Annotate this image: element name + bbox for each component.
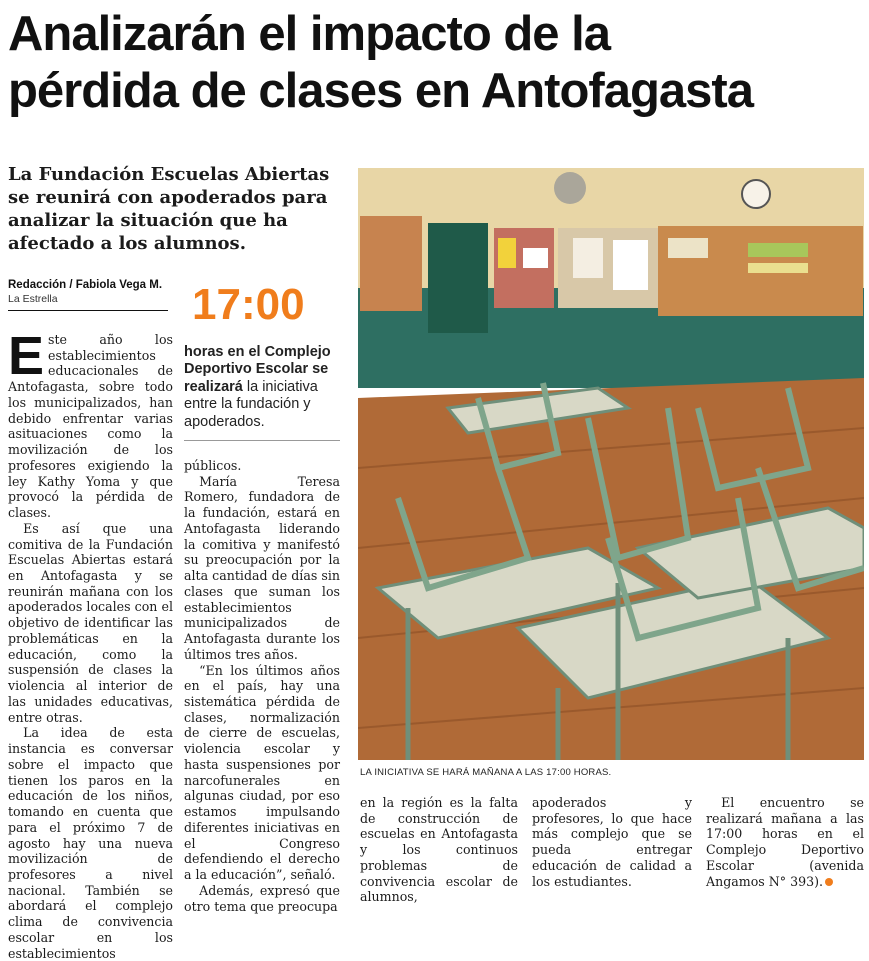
paragraph-text: ste año los establecimientos educacionales de Antofagasta, sobre todo los municipalizados, han debido enfrentar varias asituaciones como la movilización de los profesores exigiendo la ley Kathy Yoma y que provocó la pérdida de clases. bbox=[8, 332, 173, 521]
highlight-text-rest: la iniciativa entre la fundación y apoderados. bbox=[184, 378, 318, 430]
headline-line-2: pérdida de clases en Antofagasta bbox=[8, 63, 753, 118]
highlight-time: 17:00 bbox=[192, 280, 305, 329]
paragraph: Es así que una comitiva de la Fundación Escuelas Abiertas estará en Antofagasta y se reunirán mañana con los apoderados locales con el objetivo de identificar las problemáticas en la educación, como la suspensión de clases la violencia al interior de las unidades educativas, entre otras. bbox=[8, 520, 173, 725]
body-column-2 bbox=[184, 458, 340, 914]
paragraph: María Teresa Romero, fundadora de la fundación, estará en Antofagasta liderando la comitiva y manifestó su preocupación por la alta cantidad de días sin clases que suman los establecimientos municipalizados de Antofagasta durante los últimos tres años. bbox=[184, 473, 340, 662]
body-column-5 bbox=[706, 795, 864, 889]
dropcap: E bbox=[8, 326, 45, 386]
paragraph: Además, expresó que otro tema que preocupa bbox=[184, 882, 340, 914]
paragraph: apoderados y profesores, lo que hace más complejo que se pueda entregar educación de calidad a los estudiantes. bbox=[532, 795, 692, 889]
photo-caption: LA INICIATIVA SE HARÁ MAÑANA A LAS 17:00 HORAS. bbox=[360, 767, 612, 778]
end-mark-icon bbox=[825, 878, 833, 886]
paragraph: La idea de esta instancia es conversar sobre el impacto que tienen los paros en la educación de los niños, tomando en cuenta que para el próximo 7 de agosto hay una nueva movilización de profesores a nivel nacional. También se abordará el complejo clima de convivencia escolar en los establecimientos bbox=[8, 725, 173, 961]
paragraph bbox=[8, 326, 173, 521]
deck: La Fundación Escuelas Abiertas se reunirá con apoderados para analizar la situación que ha afectado a los alumnos. bbox=[8, 164, 330, 255]
classroom-photo bbox=[358, 168, 864, 760]
paragraph: “En los últimos años en el país, hay una sistemática pérdida de clases, normalización de cierre de escuelas, violencia escolar y hasta suspensiones por narcofunerales en algunas ciudad, por eso estamos impulsando diferentes iniciativas en el Congreso defendiendo el derecho a la educación”, señaló. bbox=[184, 662, 340, 883]
paragraph bbox=[706, 795, 864, 889]
paragraph-text: El encuentro se realizará mañana a las 17:00 horas en el Complejo Deportivo Escolar (avenida Angamos N° 393). bbox=[706, 795, 864, 889]
byline-publication: La Estrella bbox=[8, 293, 58, 305]
paragraph: en la región es la falta de construcción de escuelas en Antofagasta y los continuos problemas de convivencia escolar de alumnos, bbox=[360, 795, 518, 905]
highlight-text bbox=[184, 344, 344, 431]
paragraph: públicos. bbox=[184, 458, 242, 473]
body-column-3 bbox=[360, 795, 518, 905]
body-column-4 bbox=[532, 795, 692, 889]
byline-rule bbox=[8, 310, 168, 311]
headline-line-1: Analizarán el impacto de la bbox=[8, 7, 611, 61]
highlight-rule bbox=[184, 440, 340, 441]
highlight-text-bold: horas en el Complejo Deportivo Escolar se realizará bbox=[184, 344, 331, 395]
headline bbox=[8, 6, 866, 120]
byline-author: Redacción / Fabiola Vega M. bbox=[8, 279, 163, 291]
body-column-1 bbox=[8, 326, 173, 961]
